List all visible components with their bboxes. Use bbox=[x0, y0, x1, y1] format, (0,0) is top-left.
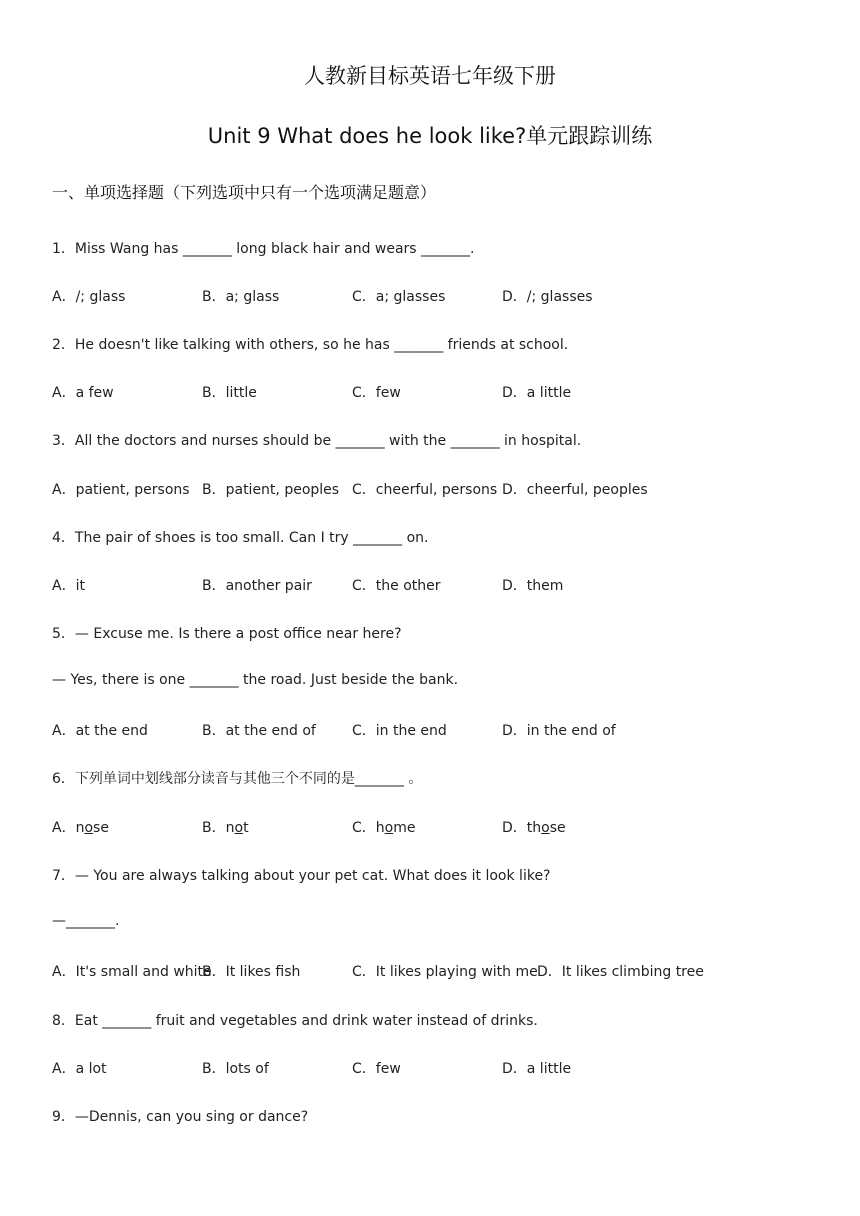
option-b-suffix: t bbox=[243, 820, 249, 836]
underlined-letter: o bbox=[541, 820, 550, 836]
option-a: A．/; glass bbox=[52, 289, 126, 305]
option-b bbox=[202, 817, 249, 837]
option-a: A．patient, persons bbox=[52, 482, 190, 498]
option-b: B．a; glass bbox=[202, 289, 280, 305]
option-b: B．at the end of bbox=[202, 723, 316, 739]
option-d: D．them bbox=[502, 578, 564, 594]
option-a: A．a lot bbox=[52, 1061, 107, 1077]
question-9-stem: 9．—Dennis, can you sing or dance? bbox=[52, 1109, 309, 1125]
option-c: C．cheerful, persons bbox=[352, 482, 498, 498]
option-c-suffix: me bbox=[393, 820, 416, 836]
option-b: B．lots of bbox=[202, 1061, 269, 1077]
option-d: D．/; glasses bbox=[502, 289, 593, 305]
option-b: B．another pair bbox=[202, 578, 312, 594]
option-a: A．at the end bbox=[52, 723, 148, 739]
option-c: C．a; glasses bbox=[352, 289, 446, 305]
question-4-stem: 4．The pair of shoes is too small. Can I try _______ on. bbox=[52, 530, 429, 546]
option-d-prefix: D．th bbox=[502, 820, 542, 836]
option-a: A．It's small and white bbox=[52, 964, 212, 980]
option-b: B．patient, peoples bbox=[202, 482, 340, 498]
underlined-letter: o bbox=[234, 820, 244, 836]
option-d-suffix: se bbox=[549, 820, 566, 836]
option-c: C．few bbox=[352, 385, 401, 401]
option-d bbox=[502, 817, 566, 837]
option-d: D．a little bbox=[502, 385, 572, 401]
section-heading: 一、单项选择题（下列选项中只有一个选项满足题意） bbox=[52, 183, 437, 202]
option-b: B．little bbox=[202, 385, 257, 401]
question-8-stem: 8．Eat _______ fruit and vegetables and drink water instead of drinks. bbox=[52, 1013, 538, 1029]
option-c bbox=[352, 817, 416, 837]
option-d: D．in the end of bbox=[502, 723, 616, 739]
option-c: C．few bbox=[352, 1061, 401, 1077]
option-a-suffix: se bbox=[93, 820, 109, 836]
option-a: A．a few bbox=[52, 385, 114, 401]
underlined-letter: o bbox=[384, 820, 394, 836]
option-a bbox=[52, 817, 109, 837]
option-d: D．a little bbox=[502, 1061, 572, 1077]
question-7-response: —_______. bbox=[52, 913, 120, 929]
option-a-prefix: A．n bbox=[52, 820, 85, 836]
option-c: C．in the end bbox=[352, 723, 447, 739]
question-2-stem: 2．He doesn't like talking with others, so he has _______ friends at school. bbox=[52, 337, 569, 353]
option-a: A．it bbox=[52, 578, 85, 594]
option-b: B．It likes fish bbox=[202, 964, 301, 980]
option-c: C．It likes playing with me bbox=[352, 964, 538, 980]
document-subtitle: Unit 9 What does he look like?单元跟踪训练 bbox=[207, 124, 653, 148]
question-3-stem: 3．All the doctors and nurses should be _______ with the _______ in hospital. bbox=[52, 433, 582, 449]
underlined-letter: o bbox=[84, 820, 94, 836]
question-1-stem: 1．Miss Wang has _______ long black hair and wears _______. bbox=[52, 241, 475, 257]
question-6-stem: 6．下列单词中划线部分读音与其他三个不同的是_______ 。 bbox=[52, 771, 423, 787]
option-d: D．cheerful, peoples bbox=[502, 482, 648, 498]
option-b-prefix: B．n bbox=[202, 820, 235, 836]
question-5-stem: 5．— Excuse me. Is there a post office near here? bbox=[52, 626, 402, 642]
option-d: D．It likes climbing tree bbox=[537, 964, 704, 980]
option-c: C．the other bbox=[352, 578, 441, 594]
question-5-response: — Yes, there is one _______ the road. Just beside the bank. bbox=[52, 672, 459, 688]
option-c-prefix: C．h bbox=[352, 820, 385, 836]
document-title: 人教新目标英语七年级下册 bbox=[304, 64, 556, 88]
question-7-stem: 7．— You are always talking about your pet cat. What does it look like? bbox=[52, 868, 551, 884]
